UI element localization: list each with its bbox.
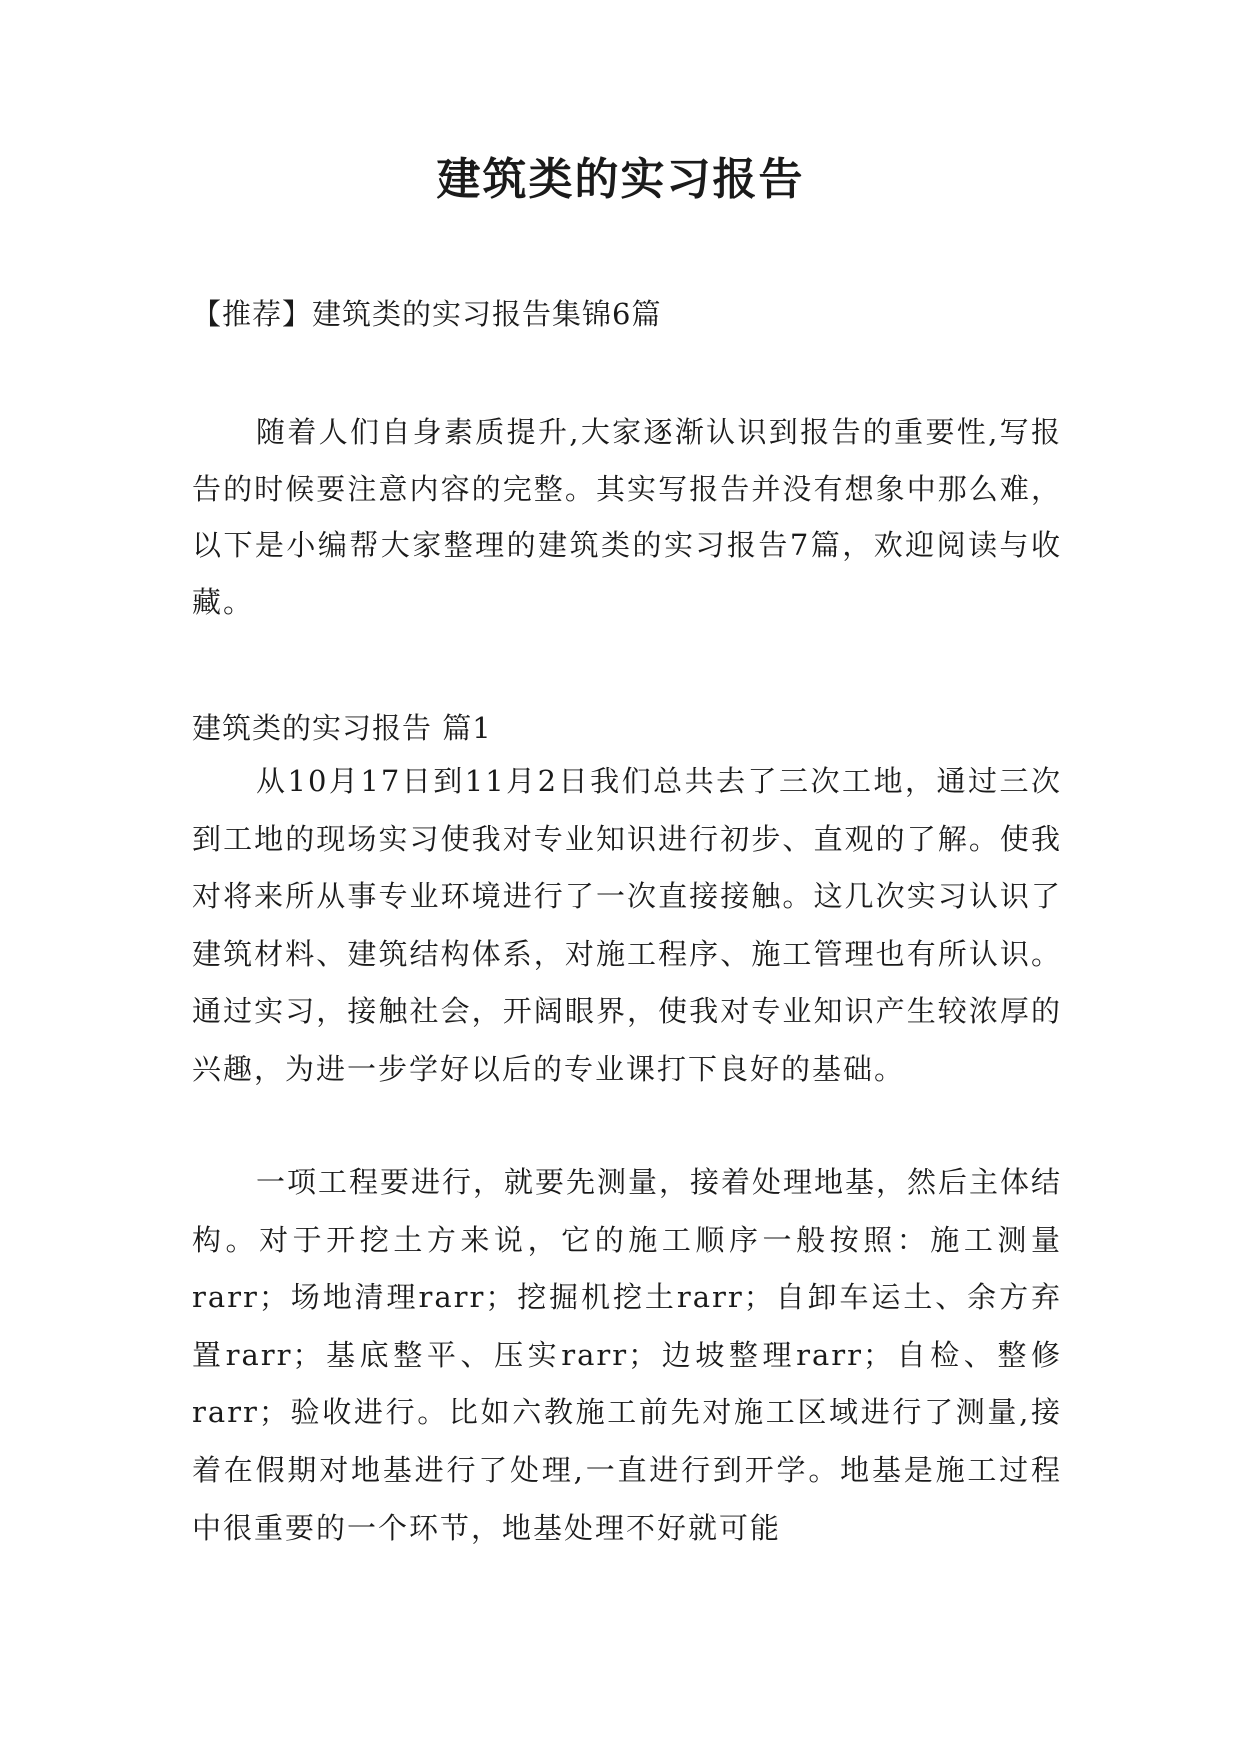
body-paragraph-1: 从10月17日到11月2日我们总共去了三次工地，通过三次到工地的现场实习使我对专业知识进行初步、直观的了解。使我对将来所从事专业环境进行了一次直接接触。这几次实习认识了建筑材料、建筑结构体系，对施工程序、施工管理也有所认识。通过实习，接触社会，开阔眼界，使我对专业知识产生较浓厚的兴趣，为进一步学好以后的专业课打下良好的基础。	[192, 764, 1062, 1086]
document-title: 建筑类的实习报告	[436, 154, 805, 205]
section-heading: 建筑类的实习报告 篇1	[192, 711, 492, 745]
body-paragraph-2: 一项工程要进行，就要先测量，接着处理地基，然后主体结构。对于开挖土方来说，它的施工顺序一般按照：施工测量rarr；场地清理rarr；挖掘机挖土rarr；自卸车运土、余方弃置rarr；基底整平、压实rarr；边坡整理rarr；自检、整修rarr；验收进行。比如六教施工前先对施工区域进行了测量,接着在假期对地基进行了处理,一直进行到开学。地基是施工过程中很重要的一个环节，地基处理不好就可能	[192, 1165, 1063, 1545]
intro-paragraph: 随着人们自身素质提升,大家逐渐认识到报告的重要性,写报告的时候要注意内容的完整。其实写报告并没有想象中那么难，以下是小编帮大家整理的建筑类的实习报告7篇，欢迎阅读与收藏。	[192, 415, 1062, 619]
document-subtitle: 【推荐】建筑类的实习报告集锦6篇	[192, 297, 662, 331]
